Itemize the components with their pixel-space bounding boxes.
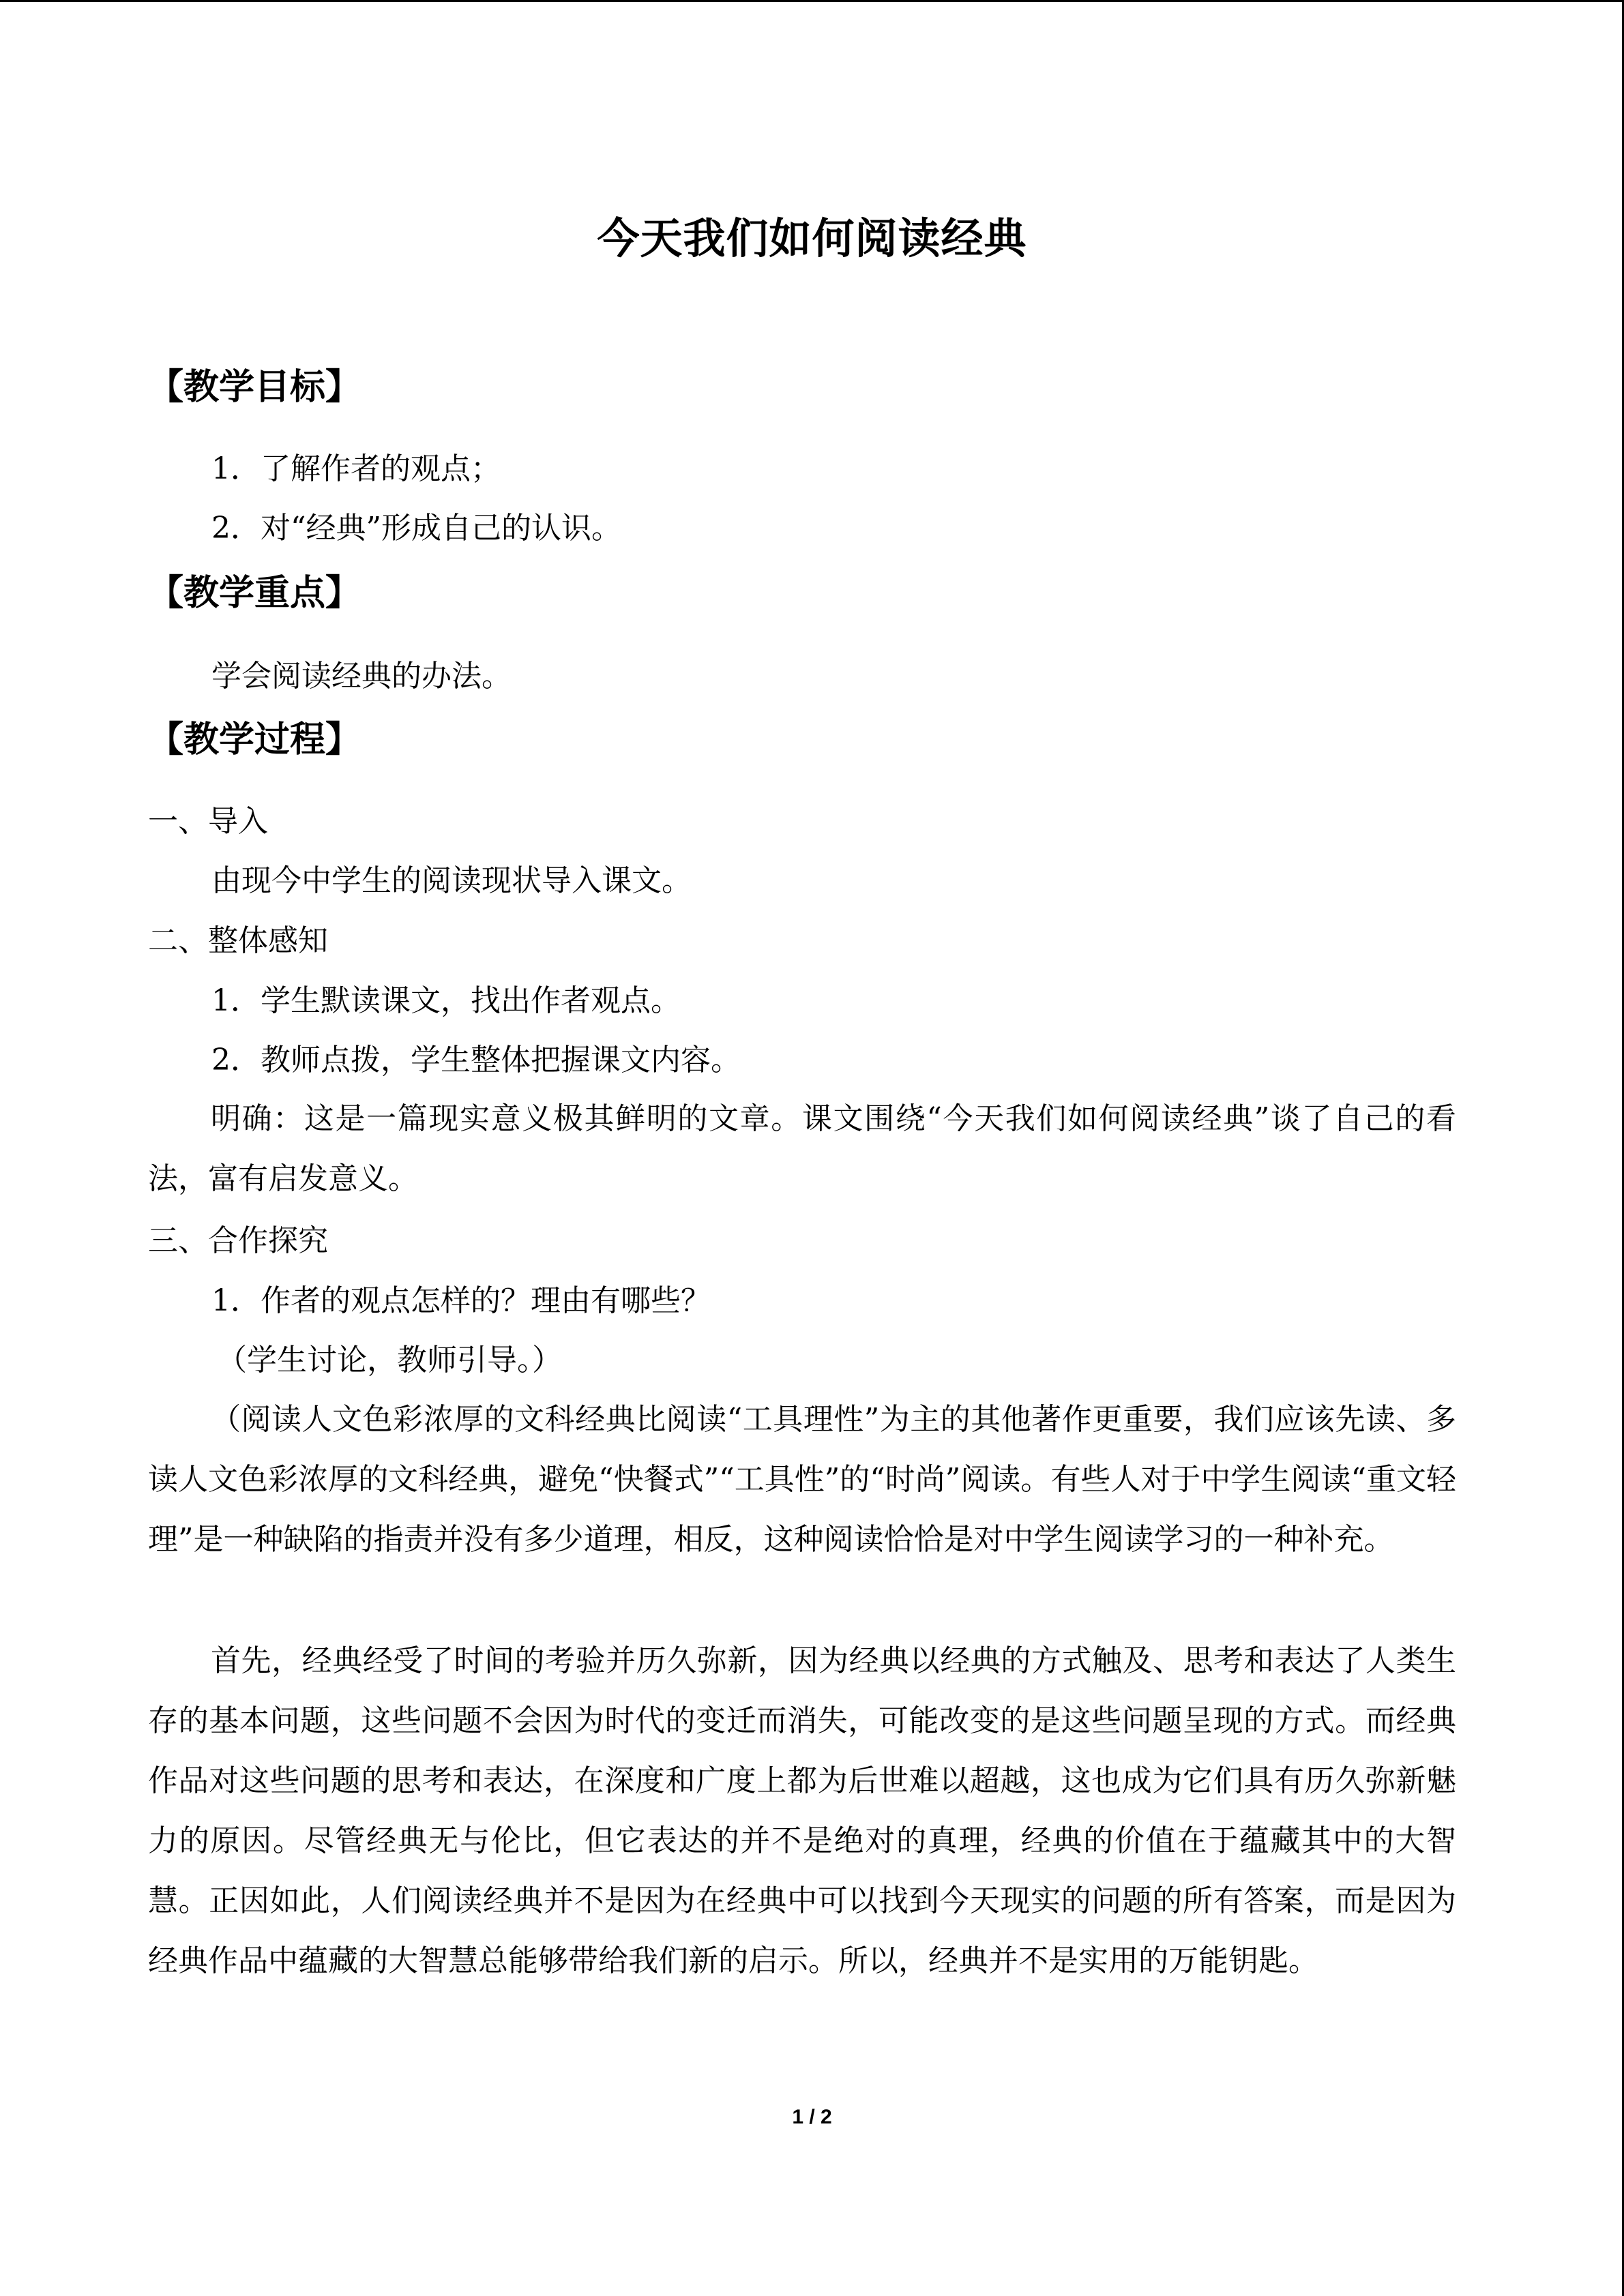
objective-item: 2．对“经典”形成自己的认识。 — [211, 511, 621, 546]
objectives-heading: 【教学目标】 — [148, 366, 361, 408]
explore-question-note: （学生讨论，教师引导。） — [217, 1343, 562, 1377]
overview-item: 1．学生默读课文，找出作者观点。 — [211, 983, 681, 1018]
page-number: 1 / 2 — [792, 2106, 832, 2128]
intro-text: 由现今中学生的阅读现状导入课文。 — [211, 863, 692, 898]
explore-paragraph-2: 首先，经典经受了时间的考验并历久弥新，因为经典以经典的方式触及、思考和表达了人类生存的基本问题，这些问题不会因为时代的变迁而消失，可能改变的是这些问题呈现的方式。而经典作品对这些问题的思考和表达，在深度和广度上都为后世难以超越，这也成为它们具有历久弥新魅力的原因。尽管经典无与伦比，但它表达的并不是绝对的真理，经典的价值在于蕴藏其中的大智慧。正因如此，人们阅读经典并不是因为在经典中可以找到今天现实的问题的所有答案，而是因为经典作品中蕴藏的大智慧总能够带给我们新的启示。所以，经典并不是实用的万能钥匙。 — [148, 1643, 1456, 1978]
explore-paragraph-1: （阅读人文色彩浓厚的文科经典比阅读“工具理性”为主的其他著作更重要，我们应该先读、多读人文色彩浓厚的文科经典，避免“快餐式”“工具性”的“时尚”阅读。有些人对于中学生阅读“重文轻理”是一种缺陷的指责并没有多少道理，相反，这种阅读恰恰是对中学生阅读学习的一种补充。 — [148, 1402, 1456, 1557]
document-title: 今天我们如何阅读经典 — [597, 213, 1027, 263]
intro-label: 一、导入 — [148, 804, 268, 839]
objective-item: 1．了解作者的观点； — [211, 451, 501, 486]
process-heading: 【教学过程】 — [148, 719, 361, 760]
overview-clarify-paragraph: 明确：这是一篇现实意义极其鲜明的文章。课文围绕“今天我们如何阅读经典”谈了自己的看法，富有启发意义。 — [148, 1101, 1456, 1196]
explore-label: 三、合作探究 — [148, 1223, 328, 1258]
overview-label: 二、整体感知 — [148, 923, 328, 958]
overview-item: 2．教师点拨，学生整体把握课文内容。 — [211, 1043, 741, 1077]
explore-question: 1．作者的观点怎样的？理由有哪些？ — [211, 1283, 711, 1318]
focus-heading: 【教学重点】 — [148, 572, 361, 614]
focus-text: 学会阅读经典的办法。 — [211, 659, 512, 694]
